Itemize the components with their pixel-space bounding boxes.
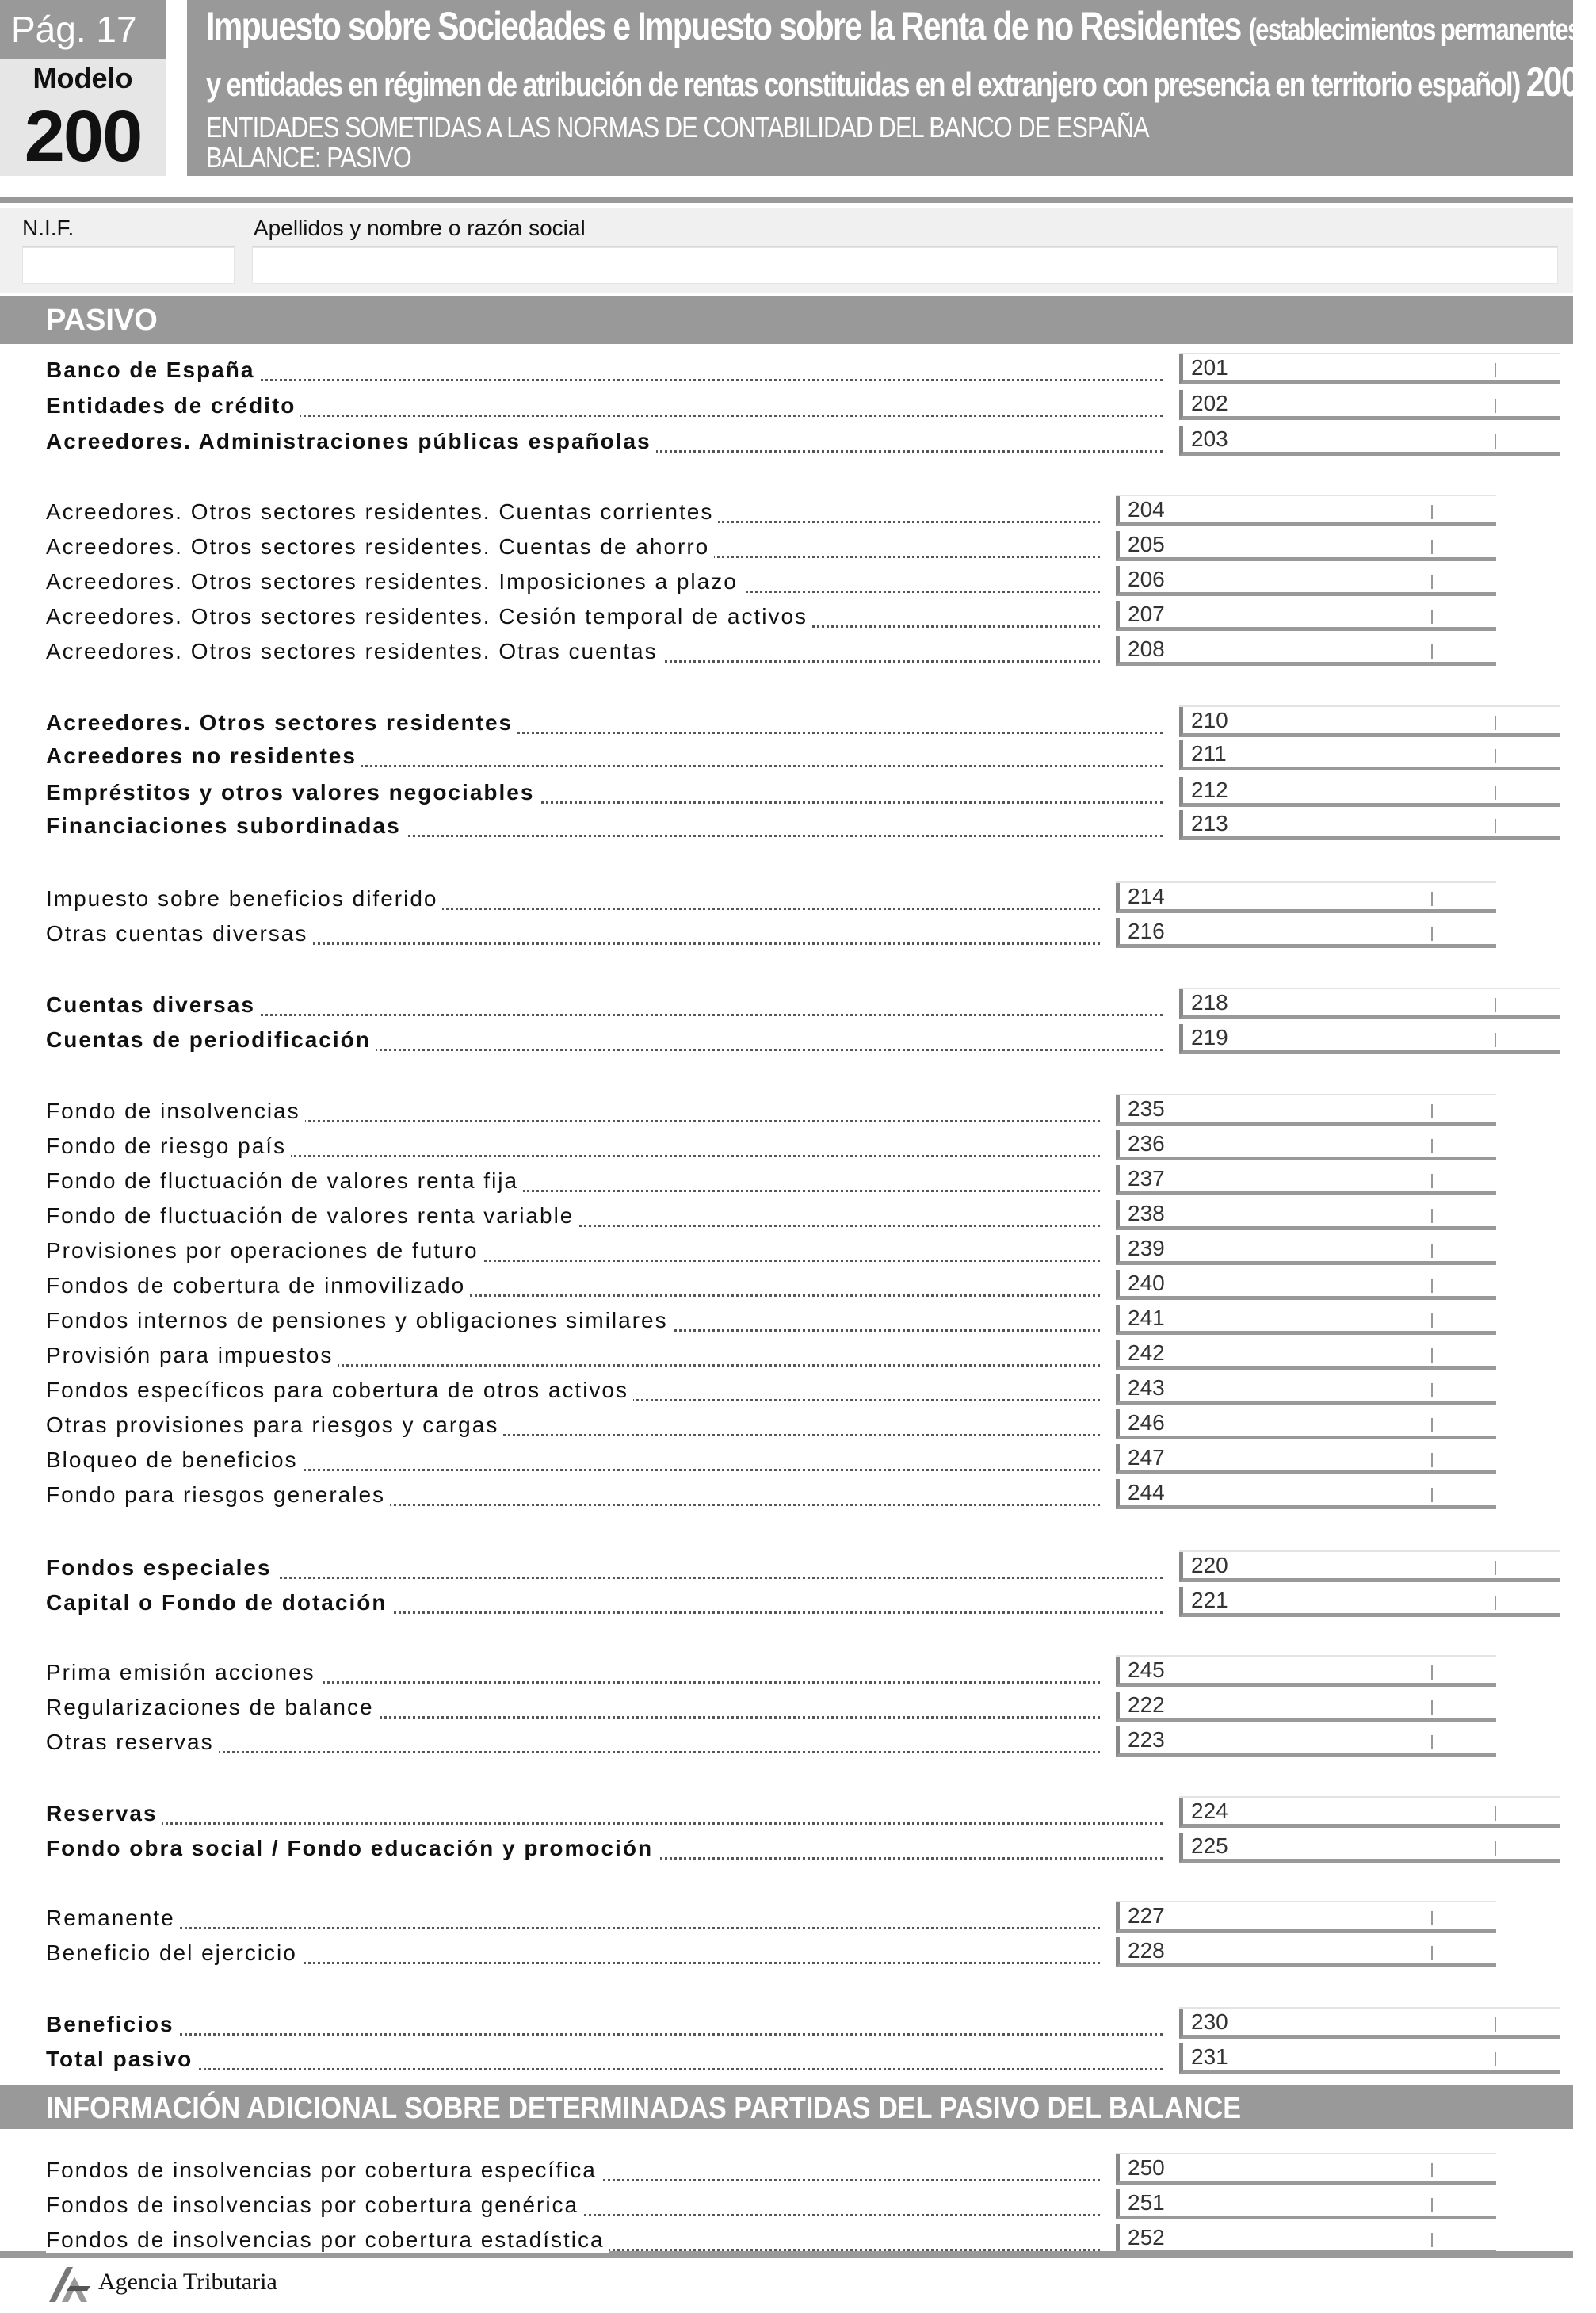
decimal-separator-mark <box>1431 1700 1433 1715</box>
decimal-separator-mark <box>1431 1383 1433 1397</box>
balance-row <box>0 1690 1573 1725</box>
amount-field[interactable] <box>1179 1587 1560 1617</box>
box-code: 214 <box>1128 884 1165 908</box>
form-subtitle-entities: ENTIDADES SOMETIDAS A LAS NORMAS DE CONTABILIDAD DEL BANCO DE ESPAÑA <box>206 111 1149 143</box>
row-label: Empréstitos y otros valores negociables <box>46 780 539 805</box>
box-code: 207 <box>1128 602 1165 626</box>
balance-row <box>0 881 1573 916</box>
amount-field[interactable] <box>1179 1833 1560 1863</box>
amount-field[interactable] <box>1116 1657 1496 1687</box>
decimal-separator-mark <box>1495 749 1496 763</box>
amount-field[interactable] <box>1179 2043 1560 2074</box>
page-number: Pág. 17 <box>0 0 166 59</box>
balance-row <box>0 1725 1573 1760</box>
box-code: 222 <box>1128 1692 1165 1717</box>
box-code: 219 <box>1191 1025 1228 1049</box>
decimal-separator-mark <box>1495 786 1496 800</box>
decimal-separator-mark <box>1431 575 1433 589</box>
row-label: Otras provisiones para riesgos y cargas <box>46 1413 503 1438</box>
decimal-separator-mark <box>1431 2198 1433 2212</box>
decimal-separator-mark <box>1431 1453 1433 1467</box>
decimal-separator-mark <box>1431 1348 1433 1363</box>
amount-field[interactable] <box>1116 1340 1496 1370</box>
box-code: 246 <box>1128 1410 1165 1435</box>
row-label: Provisiones por operaciones de futuro <box>46 1238 483 1264</box>
box-code: 212 <box>1191 778 1228 802</box>
row-label: Beneficios <box>46 2012 179 2037</box>
decimal-separator-mark <box>1495 998 1496 1012</box>
amount-field[interactable] <box>1116 1902 1496 1933</box>
box-code: 202 <box>1191 391 1228 415</box>
row-label: Beneficio del ejercicio <box>46 1940 302 1966</box>
balance-row <box>0 634 1573 669</box>
amount-field[interactable] <box>1179 1024 1560 1054</box>
decimal-separator-mark <box>1495 716 1496 730</box>
form-title-main: Impuesto sobre Sociedades e Impuesto sobre la Renta de no Residentes <box>206 4 1241 48</box>
decimal-separator-mark <box>1431 1244 1433 1258</box>
box-code: 224 <box>1191 1799 1228 1823</box>
row-label: Fondo para riesgos generales <box>46 1482 390 1508</box>
balance-row <box>0 1796 1573 1831</box>
decimal-separator-mark <box>1431 1279 1433 1293</box>
row-label: Regularizaciones de balance <box>46 1695 379 1720</box>
decimal-separator-mark <box>1431 1104 1433 1118</box>
decimal-separator-mark <box>1431 927 1433 941</box>
balance-row <box>0 2007 1573 2042</box>
box-code: 245 <box>1128 1657 1165 1682</box>
amount-field[interactable] <box>1116 1374 1496 1405</box>
amount-field[interactable] <box>1116 1130 1496 1160</box>
box-code: 213 <box>1191 811 1228 835</box>
box-code: 237 <box>1128 1166 1165 1191</box>
row-label: Entidades de crédito <box>46 393 300 419</box>
leader-dots <box>46 1927 1100 1929</box>
row-label: Fondo obra social / Fondo educación y promoción <box>46 1836 658 1861</box>
row-label: Fondos de insolvencias por cobertura estadística <box>46 2227 609 2253</box>
amount-field[interactable] <box>1116 566 1496 596</box>
box-code: 241 <box>1128 1306 1165 1330</box>
box-code: 208 <box>1128 637 1165 661</box>
amount-field[interactable] <box>1116 2189 1496 2219</box>
row-label: Reservas <box>46 1801 162 1826</box>
balance-row <box>0 1164 1573 1199</box>
decimal-separator-mark <box>1431 1911 1433 1925</box>
balance-row <box>0 1023 1573 1057</box>
decimal-separator-mark <box>1431 644 1433 659</box>
decimal-separator-mark <box>1495 2017 1496 2032</box>
box-code: 235 <box>1128 1096 1165 1121</box>
leader-dots <box>46 2068 1163 2070</box>
box-code: 244 <box>1128 1480 1165 1504</box>
row-label: Otras reservas <box>46 1730 219 1755</box>
box-code: 243 <box>1128 1375 1165 1400</box>
balance-row <box>0 1268 1573 1303</box>
amount-field[interactable] <box>1179 390 1560 420</box>
amount-field[interactable] <box>1179 989 1560 1019</box>
amount-field[interactable] <box>1179 2009 1560 2039</box>
balance-row <box>0 388 1573 423</box>
row-label: Fondo de fluctuación de valores renta variable <box>46 1203 578 1229</box>
box-code: 201 <box>1191 355 1228 380</box>
row-label: Acreedores. Otros sectores residentes. Cesión temporal de activos <box>46 604 812 629</box>
row-label: Acreedores. Otros sectores residentes. Otras cuentas <box>46 639 662 664</box>
box-code: 230 <box>1191 2009 1228 2034</box>
decimal-separator-mark <box>1431 610 1433 624</box>
decimal-separator-mark <box>1431 1665 1433 1680</box>
row-label: Bloqueo de beneficios <box>46 1447 303 1473</box>
decimal-separator-mark <box>1431 2233 1433 2247</box>
row-label: Cuentas de periodificación <box>46 1027 376 1053</box>
balance-row <box>0 1901 1573 1936</box>
box-code: 236 <box>1128 1131 1165 1156</box>
balance-row <box>0 916 1573 951</box>
decimal-separator-mark <box>1495 434 1496 449</box>
amount-field[interactable] <box>1116 1479 1496 1509</box>
row-label: Fondos de insolvencias por cobertura específica <box>46 2158 601 2183</box>
decimal-separator-mark <box>1431 1946 1433 1960</box>
row-label: Banco de España <box>46 357 259 383</box>
footer-agency-name: Agencia Tributaria <box>98 2269 277 2295</box>
row-label: Acreedores. Otros sectores residentes. Cuentas de ahorro <box>46 534 714 560</box>
balance-row <box>0 1936 1573 1971</box>
leader-dots <box>46 1822 1163 1825</box>
row-label: Provisión para impuestos <box>46 1343 338 1368</box>
decimal-separator-mark <box>1495 1561 1496 1575</box>
amount-field[interactable] <box>1116 918 1496 948</box>
row-label: Fondos de insolvencias por cobertura genérica <box>46 2193 583 2218</box>
balance-row <box>0 1655 1573 1690</box>
box-code: 231 <box>1191 2044 1228 2069</box>
decimal-separator-mark <box>1431 1735 1433 1749</box>
balance-row <box>0 353 1573 388</box>
form-title-continuation: y entidades en régimen de atribución de rentas constituidas en el extranjero con presencia en territorio español) <box>206 66 1520 103</box>
nif-field[interactable] <box>22 246 235 284</box>
decimal-separator-mark <box>1495 1841 1496 1856</box>
decimal-separator-mark <box>1495 399 1496 413</box>
balance-row <box>0 1233 1573 1268</box>
box-code: 240 <box>1128 1271 1165 1295</box>
balance-row <box>0 739 1573 774</box>
amount-field[interactable] <box>1116 496 1496 526</box>
amount-field[interactable] <box>1116 1270 1496 1300</box>
row-label: Acreedores. Otros sectores residentes <box>46 710 517 736</box>
balance-row <box>0 775 1573 810</box>
amount-field[interactable] <box>1179 1798 1560 1828</box>
amount-field[interactable] <box>1116 1937 1496 1967</box>
row-label: Otras cuentas diversas <box>46 921 312 946</box>
balance-row <box>0 2188 1573 2223</box>
amount-field[interactable] <box>1179 740 1560 770</box>
nif-label: N.I.F. <box>22 216 74 240</box>
row-label: Capital o Fondo de dotación <box>46 1590 391 1615</box>
row-label: Fondos internos de pensiones y obligaciones similares <box>46 1308 673 1333</box>
row-label: Fondos específicos para cobertura de otros activos <box>46 1378 633 1403</box>
decimal-separator-mark <box>1495 2052 1496 2066</box>
form-title-line-1 <box>206 3 1580 49</box>
balance-row <box>0 599 1573 634</box>
box-code: 204 <box>1128 497 1165 522</box>
amount-field[interactable] <box>1179 810 1560 840</box>
balance-row <box>0 495 1573 530</box>
box-code: 205 <box>1128 532 1165 556</box>
box-code: 203 <box>1191 426 1228 451</box>
amount-field[interactable] <box>1116 2154 1496 2185</box>
section-info-title: INFORMACIÓN ADICIONAL SOBRE DETERMINADAS PARTIDAS DEL PASIVO DEL BALANCE <box>46 2092 1242 2125</box>
balance-row <box>0 1831 1573 1866</box>
box-code: 218 <box>1191 990 1228 1015</box>
header-divider <box>0 197 1573 203</box>
amount-field[interactable] <box>1116 1165 1496 1195</box>
box-code: 210 <box>1191 708 1228 732</box>
decimal-separator-mark <box>1431 1313 1433 1328</box>
row-label: Prima emisión acciones <box>46 1660 320 1685</box>
box-code: 238 <box>1128 1201 1165 1225</box>
balance-row <box>0 809 1573 843</box>
box-code: 242 <box>1128 1340 1165 1365</box>
balance-row <box>0 705 1573 740</box>
box-code: 223 <box>1128 1727 1165 1752</box>
balance-row <box>0 1585 1573 1620</box>
box-code: 250 <box>1128 2155 1165 2180</box>
amount-field[interactable] <box>1116 1444 1496 1474</box>
agencia-tributaria-logo-icon <box>46 2262 92 2305</box>
balance-row <box>0 1478 1573 1512</box>
form-title-paren: (establecimientos permanentes <box>1248 13 1580 47</box>
decimal-separator-mark <box>1495 819 1496 833</box>
balance-row <box>0 1443 1573 1478</box>
box-code: 247 <box>1128 1445 1165 1470</box>
row-label: Acreedores. Administraciones públicas españolas <box>46 429 656 454</box>
amount-field[interactable] <box>1116 1095 1496 1126</box>
box-code: 221 <box>1191 1588 1228 1612</box>
amount-field[interactable] <box>1116 636 1496 666</box>
header-title-band <box>187 0 1596 176</box>
row-label: Acreedores no residentes <box>46 744 361 769</box>
modelo-number: 200 <box>24 96 142 177</box>
section-info-header <box>0 2082 1573 2129</box>
balance-row <box>0 2153 1573 2188</box>
amount-field[interactable] <box>1179 777 1560 807</box>
decimal-separator-mark <box>1431 2163 1433 2177</box>
row-label: Total pasivo <box>46 2047 197 2072</box>
row-label: Fondo de riesgo país <box>46 1134 291 1159</box>
form-title-line-2 <box>206 59 1596 106</box>
row-label: Remanente <box>46 1906 180 1931</box>
balance-row <box>0 2042 1573 2077</box>
row-label: Acreedores. Otros sectores residentes. Imposiciones a plazo <box>46 569 743 594</box>
decimal-separator-mark <box>1431 1139 1433 1153</box>
row-label: Acreedores. Otros sectores residentes. Cuentas corrientes <box>46 499 718 525</box>
row-label: Fondos de cobertura de inmovilizado <box>46 1273 470 1298</box>
form-subtitle-balance: BALANCE: PASIVO <box>206 141 411 174</box>
amount-field[interactable] <box>1179 707 1560 737</box>
decimal-separator-mark <box>1495 1596 1496 1610</box>
balance-row <box>0 1303 1573 1338</box>
decimal-separator-mark <box>1431 892 1433 906</box>
modelo-label: Modelo <box>32 62 133 94</box>
balance-row <box>0 530 1573 564</box>
balance-row <box>0 424 1573 459</box>
box-code: 227 <box>1128 1903 1165 1928</box>
amount-field[interactable] <box>1179 426 1560 456</box>
row-label: Fondo de insolvencias <box>46 1099 305 1124</box>
section-pasivo-header: PASIVO <box>0 296 1573 344</box>
form-year: 2003 <box>1525 59 1596 105</box>
decimal-separator-mark <box>1431 1174 1433 1188</box>
decimal-separator-mark <box>1495 1806 1496 1821</box>
box-code: 220 <box>1191 1553 1228 1577</box>
row-label: Fondo de fluctuación de valores renta fija <box>46 1168 523 1194</box>
decimal-separator-mark <box>1495 1033 1496 1047</box>
amount-field[interactable] <box>1116 531 1496 561</box>
amount-field[interactable] <box>1116 1305 1496 1335</box>
row-label: Fondos especiales <box>46 1555 277 1581</box>
amount-field[interactable] <box>1116 1726 1496 1757</box>
decimal-separator-mark <box>1431 1209 1433 1223</box>
box-code: 239 <box>1128 1236 1165 1260</box>
name-label: Apellidos y nombre o razón social <box>254 216 586 240</box>
amount-field[interactable] <box>1179 1552 1560 1582</box>
row-label: Financiaciones subordinadas <box>46 813 406 839</box>
box-code: 206 <box>1128 567 1165 591</box>
name-field[interactable] <box>252 246 1558 284</box>
amount-field[interactable] <box>1116 1235 1496 1265</box>
leader-dots <box>46 2033 1163 2036</box>
header-model-block <box>0 0 166 176</box>
amount-field[interactable] <box>1116 1200 1496 1230</box>
balance-row <box>0 1129 1573 1164</box>
amount-field[interactable] <box>1116 883 1496 913</box>
box-code: 252 <box>1128 2225 1165 2250</box>
decimal-separator-mark <box>1431 1418 1433 1432</box>
balance-row <box>0 1550 1573 1585</box>
decimal-separator-mark <box>1431 540 1433 554</box>
amount-field[interactable] <box>1116 1409 1496 1439</box>
balance-row <box>0 988 1573 1023</box>
decimal-separator-mark <box>1431 1488 1433 1502</box>
row-label: Impuesto sobre beneficios diferido <box>46 886 442 912</box>
box-code: 228 <box>1128 1938 1165 1963</box>
row-label: Cuentas diversas <box>46 992 260 1018</box>
decimal-separator-mark <box>1431 505 1433 519</box>
box-code: 211 <box>1191 741 1227 766</box>
amount-field[interactable] <box>1179 354 1560 384</box>
balance-row <box>0 1373 1573 1408</box>
balance-row <box>0 1338 1573 1373</box>
amount-field[interactable] <box>1116 2224 1496 2254</box>
balance-row <box>0 1408 1573 1443</box>
amount-field[interactable] <box>1116 601 1496 631</box>
balance-row <box>0 1199 1573 1233</box>
decimal-separator-mark <box>1495 363 1496 377</box>
amount-field[interactable] <box>1116 1692 1496 1722</box>
balance-row <box>0 1094 1573 1129</box>
balance-row <box>0 564 1573 599</box>
box-code: 251 <box>1128 2190 1165 2215</box>
box-code: 225 <box>1191 1833 1228 1858</box>
box-code: 216 <box>1128 919 1165 943</box>
